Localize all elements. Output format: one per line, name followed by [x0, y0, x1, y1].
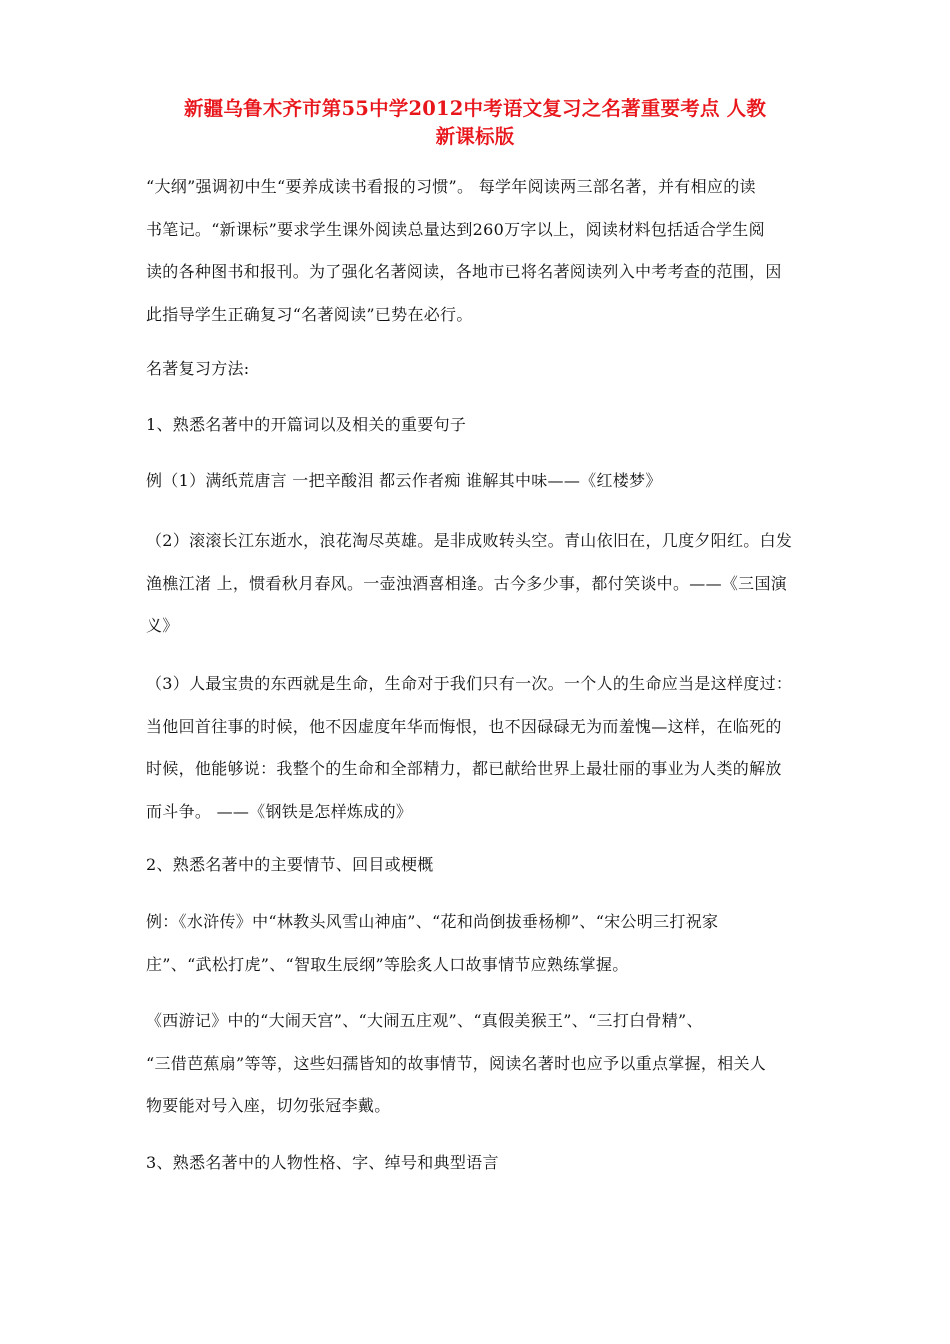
text-line: （2）滚滚长江东逝水，浪花淘尽英雄。是非成败转头空。青山依旧在，几度夕阳红。白发	[146, 531, 793, 550]
text-line: 例（1）满纸荒唐言 一把辛酸泪 都云作者痴 谁解其中味——《红楼梦》	[146, 471, 662, 490]
text-line: 此指导学生正确复习“名著阅读”已势在必行。	[146, 304, 473, 324]
example-4	[146, 901, 808, 986]
text-line: 名著复习方法:	[146, 359, 250, 378]
example-1	[146, 460, 808, 503]
section3-heading	[146, 1142, 808, 1185]
text-line: “大纲”强调初中生“要养成读书看报的习惯”。 每学年阅读两三部名著，并有相应的读	[146, 177, 756, 196]
title-line: 新疆乌鲁木齐市第55中学2012中考语文复习之名著重要考点 人教	[183, 97, 767, 120]
document-title	[120, 95, 830, 151]
text-line: 读的各种图书和报刊。为了强化名著阅读，各地市已将名著阅读列入中考考查的范围，因	[146, 262, 782, 281]
text-line: 1、熟悉名著中的开篇词以及相关的重要句子	[146, 415, 467, 434]
text-line: 渔樵江渚 上，惯看秋月春风。一壶浊酒喜相逢。古今多少事，都付笑谈中。——《三国演	[146, 573, 788, 593]
text-line: “三借芭蕉扇”等等，这些妇孺皆知的故事情节，阅读名著时也应予以重点掌握，相关人	[146, 1053, 767, 1073]
text-line: 《西游记》中的“大闹天宫”、“大闹五庄观”、“真假美猴王”、“三打白骨精”、	[146, 1011, 703, 1030]
text-line: 2、熟悉名著中的主要情节、回目或梗概	[146, 855, 434, 874]
title-line: 新课标版	[435, 125, 515, 148]
text-line: 例：《水浒传》中“林教头风雪山神庙”、“花和尚倒拔垂杨柳”、“宋公明三打祝家	[146, 912, 719, 931]
text-line: 义》	[146, 616, 179, 635]
text-line: 物要能对号入座，切勿张冠李戴。	[146, 1096, 391, 1115]
text-line: 3、熟悉名著中的人物性格、字、绰号和典型语言	[146, 1153, 499, 1172]
text-line: 当他回首往事的时候，他不因虚度年华而悔恨，也不因碌碌无为而羞愧—这样，在临死的	[146, 716, 782, 736]
example-5	[146, 1000, 808, 1128]
text-line: 书笔记。“新课标”要求学生课外阅读总量达到260万字以上，阅读材料包括适合学生阅	[146, 219, 765, 239]
methods-heading	[146, 348, 808, 391]
text-line: 时候，他能够说：我整个的生命和全部精力，都已献给世界上最壮丽的事业为人类的解放	[146, 759, 782, 778]
example-2	[146, 520, 808, 648]
example-3	[146, 663, 808, 833]
intro-paragraph	[146, 166, 808, 336]
text-line: 庄”、“武松打虎”、“智取生辰纲”等脍炙人口故事情节应熟练掌握。	[146, 954, 629, 974]
section2-heading	[146, 844, 808, 887]
section1-heading	[146, 404, 808, 447]
text-line: 而斗争。 ——《钢铁是怎样炼成的》	[146, 801, 413, 821]
text-line: （3）人最宝贵的东西就是生命，生命对于我们只有一次。一个人的生命应当是这样度过：	[146, 674, 793, 693]
